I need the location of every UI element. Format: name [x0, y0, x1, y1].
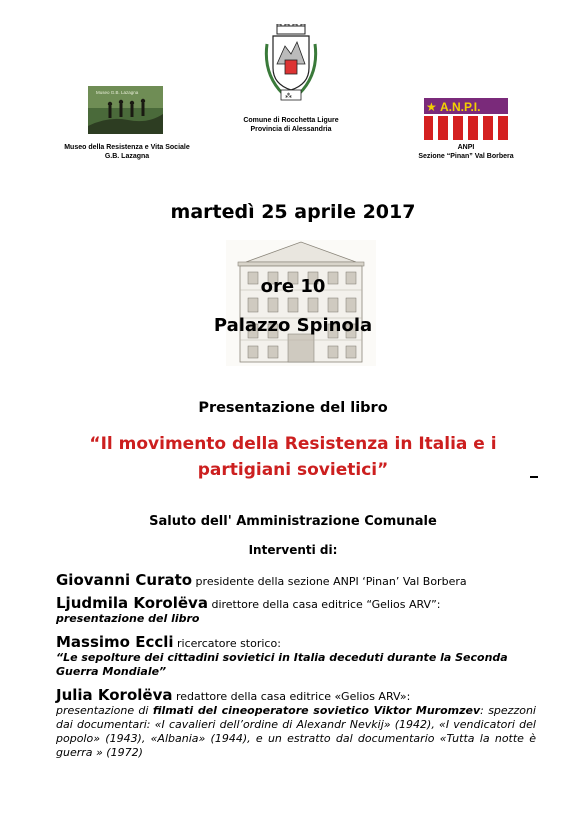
anpi-caption — [410, 143, 522, 161]
speaker-detail-bold: filmati del cineoperatore sovietico Viktor Muromzev — [152, 704, 481, 717]
speaker-detail-rest: : spezzoni dai documentari: «I cavalieri dell’ordine di Alexandr Nevkij» (1942), «I vendicatori del popolo» (1943), «Albania» (1944), e un estratto dal documentario «Tutta la notte è guerra » (1972) — [56, 704, 536, 759]
museum-caption — [58, 143, 196, 161]
book-title-line2: partigiani sovietici” — [197, 460, 389, 480]
speaker-item — [56, 596, 536, 626]
speaker-role: ricercatore storico: — [173, 637, 281, 650]
museum-logo-text: Museo G.B. Lazagna — [96, 90, 139, 95]
svg-text:★: ★ — [426, 100, 437, 114]
speaker-role: presidente della sezione ANPI ‘Pinan’ Val Borbera — [192, 575, 467, 588]
anpi-logo-text: A.N.P.I. — [440, 100, 481, 114]
book-title-line1: “Il movimento della Resistenza in Italia e i — [89, 434, 497, 454]
event-date: martedì 25 aprile 2017 — [170, 201, 416, 223]
anpi-caption-line1: ANPI — [457, 144, 475, 151]
museum-caption-line2: G.B. Lazagna — [104, 153, 150, 160]
speaker-detail-intro: presentazione di — [56, 704, 153, 717]
museum-logo — [88, 86, 163, 134]
palazzo-drawing — [226, 240, 376, 366]
speaker-name: Giovanni Curato — [56, 571, 193, 589]
comune-caption — [232, 116, 350, 134]
svg-text:⁂: ⁂ — [285, 93, 292, 100]
event-place: Palazzo Spinola — [213, 315, 373, 336]
comune-caption-line1: Comune di Rocchetta Ligure — [243, 117, 339, 124]
speaker-name: Ljudmila Korolëva — [56, 594, 208, 612]
comune-caption-line2: Provincia di Alessandria — [250, 126, 332, 133]
speaker-name: Julia Korolëva — [56, 686, 173, 704]
book-title — [60, 431, 526, 483]
interventi-label: Interventi di: — [248, 543, 338, 557]
anpi-caption-line2: Sezione “Pinan” Val Borbera — [418, 153, 514, 160]
event-time: ore 10 — [260, 276, 326, 297]
speaker-item — [56, 688, 536, 760]
speaker-item — [56, 635, 536, 679]
speaker-name: Massimo Eccli — [56, 633, 174, 651]
anpi-logo — [424, 98, 508, 140]
speaker-role: direttore della casa editrice “Gelios ARV”: — [207, 598, 441, 611]
museum-caption-line1: Museo della Resistenza e Vita Sociale — [64, 144, 190, 151]
presentation-heading: Presentazione del libro — [198, 400, 388, 416]
speaker-item — [56, 571, 536, 589]
speaker-detail: “Le sepolture dei cittadini sovietici in Italia deceduti durante la Seconda Guerra Mondiale” — [56, 651, 508, 678]
speaker-role: redattore della casa editrice «Gelios ARV»: — [172, 690, 411, 703]
speaker-detail: presentazione del libro — [56, 612, 200, 625]
greeting: Saluto dell' Amministrazione Comunale — [149, 514, 437, 529]
comune-crest — [263, 24, 319, 104]
divider-mark — [530, 476, 538, 478]
